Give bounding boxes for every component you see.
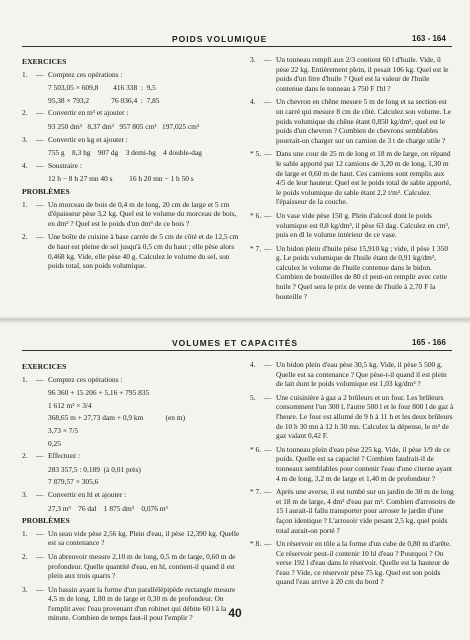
problem-3: 3. — Un tonneau rempli aux 2/3 contient 60 l d'huile. Vide, il pèse 22 kg. Entièrement plein, il pesait 106 kg. Quel est le poids d'un litre d'huile ? Quel est la valeur de l'huile contenue dans le tonneau à 750 F l'hl ? [250, 55, 449, 93]
right-column [250, 55, 455, 305]
problem-6: * 6. — Un vase vide pèse 150 g. Plein d'alcool dont le poids volumique est 0,8 kg/dm³, il pèse 63 dag. Calculez en cm³, puis en dl le volume intérieur de ce vase. [250, 210, 450, 240]
problem-2: 2. — Un abreuvoir mesure 2,10 m de long, 0,5 m de large, 0,60 m de profondeur. Quelle quantité d'eau, en hl, contient-il quand il est plein aux trois quarts ? [22, 551, 236, 581]
footer-page-number: 40 [228, 606, 242, 620]
left-column [22, 360, 242, 627]
problemes-heading: PROBLÈMES [22, 186, 70, 196]
exercise-line: 368,65 m + 27,73 dam + 0,9 km (en m) [48, 413, 186, 423]
exercise-line: 27,3 m³ 76 dal 1 875 dm³ 0,076 m³ [48, 503, 168, 513]
exercise-2: 2. — Convertir en m³ et ajouter : [22, 108, 129, 118]
problem-7: * 7. — Un bidon plein d'huile pèse 15,910 kg ; vide, il pèse 1 350 g. Le poids volumique de l'huile étant de 0,91 kg/dm³, calculez le volume de l'huile contenue dans le bidon. Combien de bouteilles de 80 cl peut-on remplir avec cette huile ? Quel sera le prix de vente de l'huile à 2,70 F la bouteille ? [250, 243, 449, 301]
section-poids-volumique [0, 0, 470, 318]
problem-2: 2. — Une boîte de cuisine à base carrée de 5 cm de côté et de 12,5 cm de haut est pleine de sel jusqu'à 0,5 cm du haut ; elle pèse alors 0,468 kg. Vide, elle pèse 40 g. Calculez le volume du sel, son poids total, son poids volumique. [22, 232, 239, 271]
exercise-3: 3. — Convertir en kg et ajouter : [22, 134, 128, 144]
problem-4: 4. — Un chevron en chêne mesure 5 m de long et sa section est un carré qui mesure 8 cm de côté. Calculez son volume. Le poids volumique du chêne étant 0,850 kg/dm³, quel est le poids d'un chevron ? Combien de chevrons semblables pourrait-on charger sur un camion de 3 t de charge utile ? [250, 97, 452, 145]
left-column [22, 55, 242, 275]
exercise-line: 3,73 × 7/5 [48, 425, 79, 435]
exercise-line: 93 250 dm³ 8,37 dm³ 957 805 cm³ 197,025 cm³ [48, 121, 200, 131]
problem-8: * 8. — Un réservoir en tôle a la forme d'un cube de 0,80 m d'arête. Ce réservoir peut-il contenir 10 hl d'eau ? Pourquoi ? On verse 192 l d'eau dans le réservoir. Quelle est la hauteur de l'eau ? Vide, ce réservoir pèse 75 kg. Quel est son poids quand l'eau arrive à 20 cm du bord ? [250, 539, 452, 587]
exercise-line: 7 503,05 × 609,8 416 338 : 9,5 [48, 83, 156, 93]
page-number: 163 - 164 [412, 34, 446, 43]
header-rule [22, 46, 452, 47]
page-number: 165 - 166 [412, 338, 446, 347]
exercise-1: 1. — Comptez ces opérations : [22, 374, 123, 384]
problem-4: 4. — Un bidon plein d'eau pèse 30,5 kg. Vide, il pèse 5 500 g. Quelle est sa contenance ? Que pèse-t-il quand il est plein de lait dont le poids volumique est 1,03 kg/dm³ ? [250, 360, 447, 389]
problem-5: 5. — Une cuisinière à gaz a 2 brûleurs et un four. Les brûleurs consomment l'un 300 l, l'autre 500 l et le four 800 l de gaz à l'heure. Le four est allumé de 9 h à 11 h et les deux brûleurs de 10 h 30 mn à 12 h 30 mn. Calculez la dépense, le m³ de gaz valant 0,42 F. [250, 392, 454, 441]
problemes-heading: PROBLÈMES [22, 516, 70, 526]
problem-6: * 6. — Un tonneau plein d'eau pèse 225 kg. Vide, il pèse 1/9 de ce poids. Quelle est sa capacité ? Combien faudrait-il de tonneaux semblables pour contenir l'eau d'une citerne ayant 4 m de long, 3,2 m de large et 1,40 m de profondeur ? [250, 444, 453, 483]
exercise-2: 2. — Effectuez : [22, 451, 81, 461]
header-rule [22, 350, 452, 351]
section-title: POIDS VOLUMIQUE [172, 34, 268, 44]
exercise-line: 96 360 + 15 206 + 5,16 + 795 835 [48, 388, 150, 398]
exercise-4: 4. — Soustraire : [22, 160, 82, 170]
problem-1: 1. — Un seau vide pèse 2,56 kg. Plein d'eau, il pèse 12,390 kg. Quelle est sa contenance ? [22, 528, 240, 548]
exercise-1: 1. — Comptez ces opérations : [22, 69, 123, 79]
exercise-line: 755 g 8,3 hg 907 dg 3 demi-hg 4 double-dag [48, 148, 202, 158]
exercise-line: 95,38 × 793,2 76 036,4 : 7,85 [48, 95, 160, 105]
problem-7: * 7. — Après une averse, il est tombé sur un jardin de 30 m de long et 18 m de large, 4 dm³ d'eau par m². Combien d'arrosoirs de 15 l aurait-il fallu transporter pour arroser le jardin d'une façon identique ? L'arrosoir vide pesant 2,5 kg, quel poids total aurait-on porté ? [250, 487, 455, 535]
exercise-line: 1 612 m³ × 3/4 [48, 400, 92, 410]
problem-5: * 5. — Dans une cour de 25 m de long et 18 m de large, on répand le sable apporté par 12 camions de 3,20 m de long, 1,30 m de large et 0,60 m de haut. Ces camions sont remplis aux 4/5 de leur hauteur. Quel est le poids total de sable apporté, le poids volumique du sable étant 2,2 t/m³. Calculez l'épaisseur de la couche. [250, 149, 452, 207]
exercise-line: 7 879,57 × 305,6 [48, 477, 99, 487]
exercices-heading: EXERCICES [22, 362, 67, 371]
right-column [250, 360, 455, 591]
exercise-line: 0,25 [48, 438, 61, 448]
problem-3: 3. — Un bassin ayant la forme d'un parallélépipède rectangle mesure 4,5 m de long, 1,80 m de large et 0,30 m de profondeur. On l'emplit avec l'eau provenant d'un robinet qui débite 60 l à la minute. Combien de temps faut-il pour l'emplir ? [22, 584, 236, 623]
exercise-3: 3. — Convertir en hl et ajouter : [22, 489, 127, 499]
exercise-line: 283 357,5 : 0,189 (à 0,01 près) [48, 464, 141, 474]
section-title: VOLUMES ET CAPACITÉS [172, 338, 299, 348]
problem-1: 1. — Un morceau de bois de 0,4 m de long, 20 cm de large et 5 cm d'épaisseur pèse 3,2 kg. Quel est le volume du morceau de bois, en dm³ ? Quel est le poids d'un dm³ de ce bois ? [22, 199, 237, 228]
section-volumes-capacites [0, 318, 470, 640]
exercise-line: 12 h − 8 h 27 mn 40 s 16 h 20 mn − 1 h 50 s [48, 174, 194, 184]
exercices-heading: EXERCICES [22, 57, 67, 66]
